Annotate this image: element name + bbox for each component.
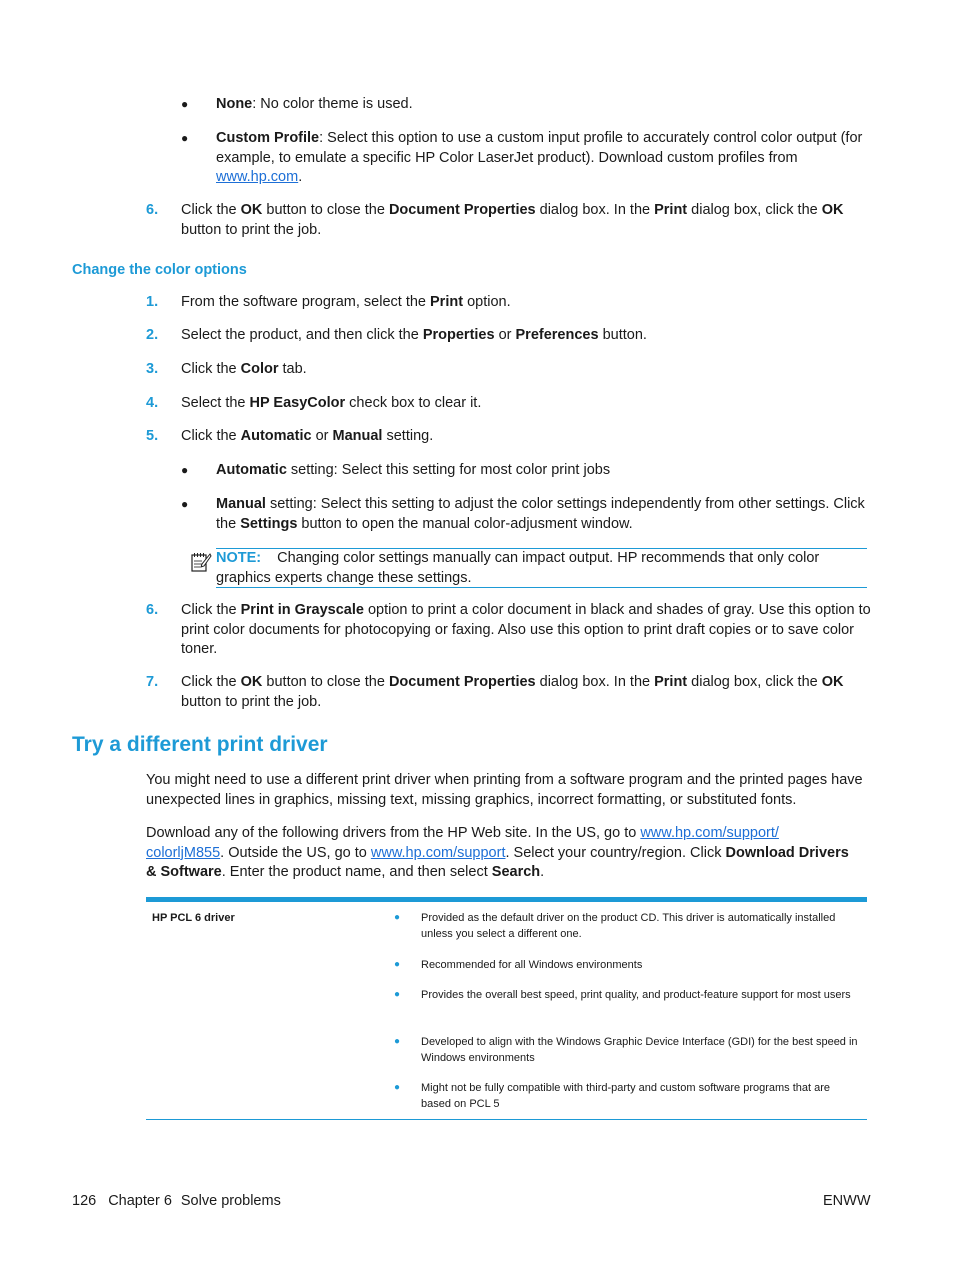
- bullet-icon: ●: [181, 131, 189, 145]
- bullet-icon: ●: [181, 97, 189, 111]
- step-number: 4.: [146, 395, 159, 411]
- footer-chapter: Chapter 6: [108, 1193, 172, 1209]
- paragraph: Download any of the following drivers from the HP Web site. In the US, go to www.hp.com/support/ colorljM855. Outside the US, go to www.hp.com/support. Select your country/region. Click Download Drivers & Software. Enter the product name, and then select Search.: [146, 825, 849, 880]
- step-text: From the software program, select the Print option.: [181, 294, 511, 310]
- support-link[interactable]: www.hp.com/support: [370, 844, 506, 861]
- table-bullet: Might not be fully compatible with third-party and custom software programs that are based on PCL 5: [421, 1082, 831, 1110]
- section-subheading: Change the color options: [72, 262, 247, 278]
- step-number: 6.: [146, 602, 159, 618]
- paragraph: You might need to use a different print driver when printing from a software program and the printed pages have unexpected lines in graphics, missing text, missing graphics, incorrect formatting, or substituted fonts.: [146, 772, 863, 808]
- step-text: Select the HP EasyColor check box to clear it.: [181, 395, 482, 411]
- step-number: 6.: [146, 202, 159, 218]
- step-text: Click the Color tab.: [181, 361, 307, 377]
- table-bullet: Provided as the default driver on the product CD. This driver is automatically installed unless you select a different one.: [421, 912, 836, 940]
- note-text: NOTE: Changing color settings manually can impact output. HP recommends that only color graphics experts change these settings.: [216, 550, 820, 586]
- section-heading: Try a different print driver: [72, 733, 328, 756]
- step-number: 7.: [146, 674, 159, 690]
- bullet-icon: ●: [181, 463, 189, 477]
- footer-right: ENWW: [823, 1193, 871, 1209]
- bullet-icon: ●: [394, 912, 401, 923]
- step-text: Click the OK button to close the Document Properties dialog box. In the Print dialog box, click the OK button to print the job.: [181, 202, 844, 238]
- step-text: Click the OK button to close the Document Properties dialog box. In the Print dialog box, click the OK button to print the job.: [181, 674, 844, 710]
- step-text: Click the Print in Grayscale option to print a color document in black and shades of gray. Use this option to print color documents for photocopying or faxing. Also use this option to print draft copies or to save color toner.: [181, 602, 871, 657]
- step-number: 3.: [146, 361, 159, 377]
- bullet-icon: ●: [181, 497, 189, 511]
- footer-left: [72, 1192, 281, 1212]
- table-bullet: Developed to align with the Windows Graphic Device Interface (GDI) for the best speed in Windows environments: [421, 1036, 858, 1064]
- page-number: 126: [72, 1193, 97, 1209]
- step-text: Select the product, and then click the Properties or Preferences button.: [181, 327, 647, 343]
- note-box: [216, 548, 867, 588]
- list-item: Custom Profile: Select this option to use a custom input profile to accurately control color output (for example, to emulate a specific HP Color LaserJet product). Download custom profiles from www.hp.com.: [216, 130, 863, 185]
- bullet-icon: ●: [394, 1082, 401, 1093]
- list-item: Manual setting: Select this setting to adjust the color settings independently from other settings. Click the Settings button to open the manual color-adjusment window.: [216, 496, 865, 532]
- note-pad-icon: [190, 551, 212, 573]
- bullet-icon: ●: [394, 989, 401, 1000]
- step-text: Click the Automatic or Manual setting.: [181, 428, 434, 444]
- list-item: None: No color theme is used.: [216, 96, 413, 112]
- us-support-link[interactable]: www.hp.com/support/ colorljM855: [146, 825, 779, 861]
- list-item: Automatic setting: Select this setting for most color print jobs: [216, 462, 611, 478]
- hp-link[interactable]: www.hp.com: [216, 169, 299, 185]
- note-label: NOTE:: [216, 550, 262, 566]
- table-bullet: Recommended for all Windows environments: [421, 959, 643, 971]
- footer-title: Solve problems: [180, 1193, 281, 1209]
- bullet-icon: ●: [394, 959, 401, 970]
- bullet-icon: ●: [394, 1036, 401, 1047]
- step-number: 2.: [146, 327, 159, 343]
- driver-name: HP PCL 6 driver: [152, 912, 235, 924]
- step-number: 5.: [146, 428, 159, 444]
- table-bullet: Provides the overall best speed, print quality, and product-feature support for most users: [421, 989, 851, 1001]
- step-number: 1.: [146, 294, 159, 310]
